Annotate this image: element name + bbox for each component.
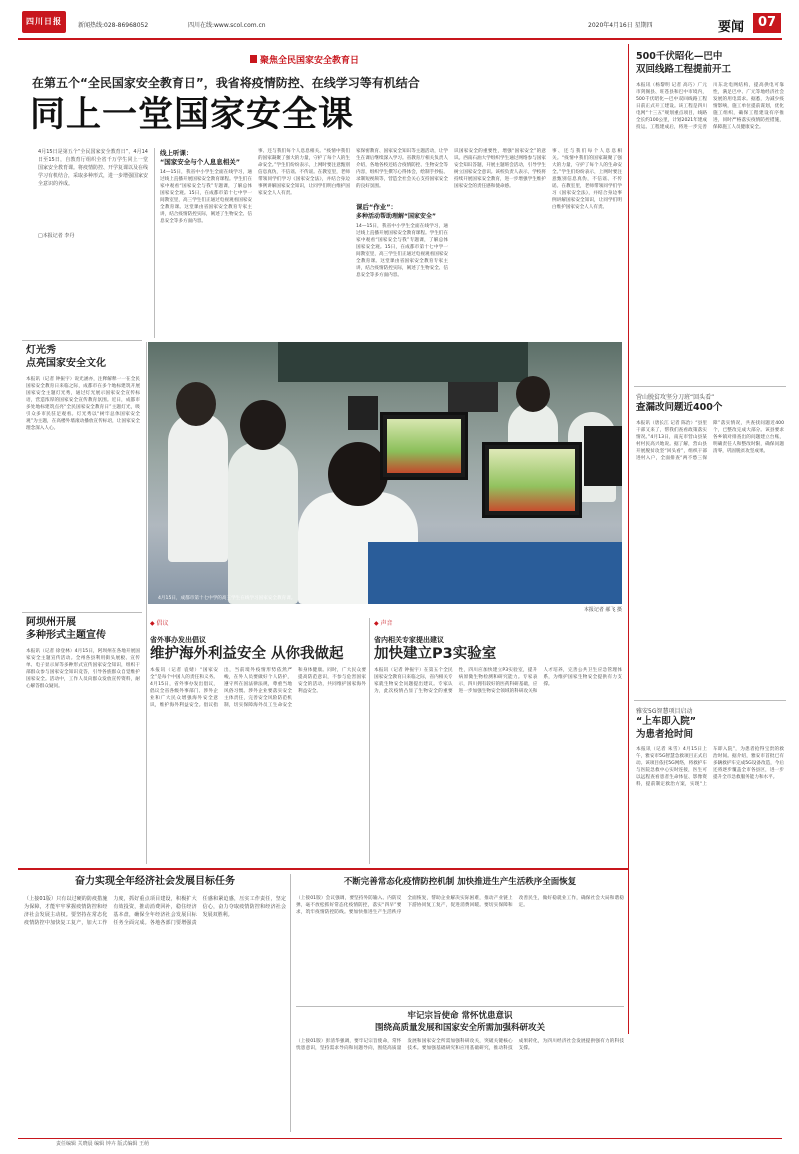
mid-story-b <box>374 618 622 864</box>
right2-title: 查漏改问题近400个 <box>636 402 723 413</box>
right2-body: 本报讯（唐长江 记者 陈治）“县里干部又来了，帮我们查看政策落实情况。”4月13日，南充市营山县某村村民高兴地说。据了解，营山县开展脱贫攻坚“回头看”，组织干部进村入户，全面排查“两不愁三保障”落实情况，共查找问题近400个，已整改完成大部分。该县要求各乡镇对排查出的问题建立台账，明确责任人和整改时限，确保问题清零，巩固脱贫攻坚成果。 <box>636 421 784 461</box>
masthead <box>18 8 782 38</box>
mid-a-label: ◆ 倡议 <box>150 620 169 627</box>
student-figure <box>240 400 286 450</box>
left2-title-l2: 多种形式主题宣传 <box>26 630 106 641</box>
student-figure <box>516 376 550 412</box>
right-story-3 <box>636 706 784 1036</box>
right-rule-1 <box>634 386 786 387</box>
computer-monitor <box>448 382 498 412</box>
lead-col-1 <box>160 148 252 338</box>
right-divider <box>628 44 629 1034</box>
bottom2-title: 不断完善常态化疫情防控机制 加快推进生产生活秩序全面恢复 <box>343 877 577 887</box>
page-footer: 责任编辑 关晓晨 编辑 钟卉 版式编辑 王萌 <box>56 1141 149 1147</box>
right-story-2 <box>636 392 784 696</box>
lead-summary: 4月15日是第五个“全民国家安全教育日”，4月14日至15日，自教育厅组织全省千万学生同上一堂国家安全教育课。将疫情防控、开学复课以及在线学习有机结合，采取多种形式，进一步增强国家安全意识的养成。 <box>38 149 148 187</box>
website-url: 四川在线:www.scol.com.cn <box>188 22 266 29</box>
photo-caption: 4月15日，成都市第十七中学的高三学生在线学习国家安全教育课。 <box>158 596 296 601</box>
computer-monitor <box>380 412 468 480</box>
bottom1-title: 奋力实现全年经济社会发展目标任务 <box>75 876 235 887</box>
blackboard <box>278 342 528 382</box>
student-figure <box>176 382 216 426</box>
lead-col3b-text: 14—15日，我省中小学生全面在线学习，通过线上直播开展国家安全教育课程。学生们在家中观看“国家安全与我”专题课，了解总体国家安全观。15日，在成都市第十七中学一间教室里，高三学生们正通过电视观看国家安全教育课。这堂课由省国家安全教育专家主讲，结合疫情防控实际，阐述了生物安全、信息安全等多方面内容。 <box>356 224 448 278</box>
right-story-1 <box>636 50 784 380</box>
comment-icon: ◆ <box>150 620 155 627</box>
footer-rule <box>18 1138 782 1139</box>
sec1-sub: “国家安全与个人息息相关” <box>160 158 241 166</box>
mid-b-body: 本报讯（记者 钟振宇）在第五个全民国家安全教育日来临之际，省内相关专家就生物安全问题提出建议。专家认为，此次疫情凸显了生物安全的重要性，四川应加快建立P3实验室，提升病原微生物检测和研究能力。专家表示，四川拥有较好的医药科研基础，应进一步加强生物安全领域的科研攻关和人才培养，完善公共卫生应急管理体系，为维护国家生物安全提供有力支撑。 <box>374 668 622 694</box>
student-figure <box>328 442 388 506</box>
lead-col-4: 识国家安全的重要性，增强“国家安全”的意识。西南石油大学组织学生通过网络参与国家安全知识答题，开展主题班会活动，引导学生树立国家安全意识。该校负责人表示，学校将持续开展国家安全教育，进一步增强学生维护国家安全的责任感和使命感。 <box>454 149 546 189</box>
bottom3-title-l2: 围绕高质量发展和国家安全所需加强科研攻关 <box>374 1023 545 1033</box>
right1-title-l1: 500千伏昭化—巴中 <box>636 51 723 62</box>
photo-credit: 本报记者 郝飞 摄 <box>583 607 622 613</box>
mid-story-a <box>150 618 366 864</box>
issue-date: 2020年4月16日 星期四 <box>588 22 653 29</box>
news-hotline: 新闻热线:028-86968052 <box>78 22 149 29</box>
mid-b-pre: 省内相关专家提出建议 <box>374 636 444 644</box>
left-col-divider <box>146 342 147 864</box>
bottom3-title-l1: 牢记宗旨使命 常怀忧患意识 <box>407 1011 513 1021</box>
right1-body: 本报讯（杨黎明 记者 高巧）广元市剑阁县、旺苍县和巴中市境内，500千伏昭化—巴中双回线路工程日前正式开工建设。该工程是四川电网“十三五”规划重点项目，线路全长约100公里，计划2021年建成投运。工程建成后，将进一步完善川东北电网结构，提高供电可靠性，满足巴中、广元等地经济社会发展的用电需求。据悉，为减少疫情影响，施工单位提前谋划，优化施工组织，确保工程建设有序推进，同时严格落实疫情防控措施，保障施工人员健康安全。 <box>636 83 784 130</box>
mid-a-body: 本报讯（记者 袁婧）“国家安全”是每个中国人的责任和义务。4月15日，省外事办发出倡议，倡议全省各级外事部门、涉外企业和广大民众增强海外安全意识，维护海外利益安全。倡议指出，当前境外疫情形势依然严峻，在外人员要做好个人防护，遵守所在国法律法规，尊重当地风俗习惯。涉外企业要落实安全主体责任，完善安全风险防范机制，切实保障海外员工生命安全和身体健康。同时，广大民众要提高防范意识，不参与危害国家安全的活动，共同维护国家海外利益安全。 <box>150 668 366 708</box>
lead-header <box>22 44 622 140</box>
right-rule-2 <box>634 700 786 701</box>
bottom2-body: （上接01版）会议强调，要坚持外防输入、内防反弹，毫不放松抓好常态化疫情防控，落实“四早”要求，筑牢疫情防控防线。要加快推进生产生活秩序全面恢复，帮助企业解决实际困难，推动产业链上下游协同复工复产，促进消费回暖。要切实保障和改善民生，做好稳就业工作，确保社会大局和谐稳定。 <box>296 896 624 915</box>
newspaper-logo: 四川日报 <box>22 11 66 33</box>
masthead-rule <box>18 38 782 40</box>
lead-col3-text: 家保密教育、国家安全知识等主题活动，让学生在课后继续深入学习。省教育厅相关负责人介绍，各地各校还结合疫情防控、生物安全等内容，组织学生撰写心得体会，绘制手抄报、录制短视频等，营造全社会关心支持国家安全的良好氛围。 <box>356 149 448 189</box>
bottom-divider <box>290 874 291 1132</box>
page-number: 07 <box>753 13 781 33</box>
bottom-inner-rule <box>296 1006 624 1007</box>
mid-b-label: ◆ 声音 <box>374 620 393 627</box>
left2-body: 本报讯（记者 徐登林）4月15日，阿坝州在各地开展国家安全主题宣传活动。全州各县利用街头展板、宣传单、电子显示屏等多种形式宣传国家安全知识，组织干部群众参与国家安全知识竞答，引导各族群众自觉维护国家安全。活动中，工作人员向群众发放宣传资料，耐心解答群众疑问。 <box>26 649 140 689</box>
student-figure <box>228 442 298 604</box>
lead-photo <box>148 342 622 604</box>
right2-kicker: 营山脱贫攻坚分刀班“回头看” <box>636 394 715 401</box>
left-top-rule <box>22 340 142 341</box>
sec2-sub: 多种活动帮助理解“国家安全” <box>356 213 436 220</box>
right3-title-l1: “上车即入院” <box>636 716 696 727</box>
left-story-1 <box>26 344 140 606</box>
bottom-band-rule <box>18 868 628 870</box>
lead-col-2: 事、还与我们每个人息息相关。“疫情中我们的国家凝聚了强大的力量，守护了每个人的生命安全。”学生们纷纷表示，上网时要注意甄别信息真伪，不信谣、不传谣。在教室里，老师带领同学们学习《国家安全法》，并结合身边事例讲解国家安全知识，让同学们明白维护国家安全人人有责。 <box>258 149 350 196</box>
lead-subtitle: 在第五个“全民国家安全教育日”，我省将疫情防控、在线学习等有机结合 <box>32 76 420 90</box>
left1-body: 本报讯（记者 钟振宇）说光涵亦，注释解释一一在全民国家安全教育日来临之际，成都市在多个地标建筑开展国家安全主题灯光秀，通过灯光展示国家安全宣传标语，营造浓厚的国家安全宣传教育氛围。近日，成都市多处地标建筑点亮“全民国家安全教育日”主题灯光，吸引众多市民驻足观看。灯光秀以“树牢总体国家安全观”为主题，在高楼外墙滚动播放宣传标语，让国家安全理念深入人心。 <box>26 377 140 431</box>
bottom-story-2 <box>296 874 624 1004</box>
bottom1-body: （上接01版）只有以过硬的防疫措施为保障，才能牢牢掌握疫情防控和经济社会发展主动权。要坚持在常态化疫情防控中加快复工复产，加大工作力度，抓好重点项目建设，积极扩大有效投资，推动消费回补，稳住经济基本盘，确保全年经济社会发展目标任务全面完成。各地各部门要增强责任感和紧迫感，压实工作责任，坚定信心，奋力夺取疫情防控和经济社会发展双胜利。 <box>24 896 286 926</box>
bottom-story-3 <box>296 1010 624 1136</box>
left1-title-l2: 点亮国家安全文化 <box>26 358 106 369</box>
lead-byline: □本报记者 李丹 <box>38 233 75 239</box>
kicker-mark <box>250 55 257 63</box>
computer-monitor <box>584 426 622 486</box>
student-figure <box>168 412 228 562</box>
right3-body: 本报讯（记者 朱雪）4月15日上午，雅安市5G智慧急救项目正式启动。该项目依托5G网络，将救护车与医院急救中心实时连接，医生可以远程查看患者生命体征、影像资料，提前制定救治方案，实现“上车即入院”，为患者抢得宝贵的救治时间。据介绍，雅安市首批已有多辆救护车完成5G设备改造，今后还将逐步覆盖全市各县区，进一步提升全市急救服务能力和水平。 <box>636 747 784 787</box>
left-mid-rule <box>22 612 142 613</box>
right3-title-l2: 为患者抢时间 <box>636 729 694 740</box>
lead-col-5: 事、还与我们每个人息息相关。“疫情中我们的国家凝聚了强大的力量，守护了每个人的生命安全。”学生们纷纷表示，上网时要注意甄别信息真伪，不信谣、不传谣。在教室里，老师带领同学们学习《国家安全法》，并结合身边事例讲解国家安全知识，让同学们明白维护国家安全人人有责。 <box>552 149 622 210</box>
lead-title: 同上一堂国家安全课 <box>30 95 355 135</box>
sec2-head: 课后“作业”： <box>356 203 398 211</box>
mid-a-pre: 省外事办发出倡议 <box>150 636 206 644</box>
computer-monitor <box>482 442 582 518</box>
lead-col-3 <box>356 148 448 338</box>
sec1-head: 线上听课： <box>160 149 193 157</box>
left2-title-l1: 阿坝州开展 <box>26 617 76 628</box>
lead-col1-text: 14—15日，我省中小学生全面在线学习，通过线上直播开展国家安全教育课程。学生们在家中观看“国家安全与我”专题课，了解总体国家安全观。15日，在成都市第十七中学一间教室里，高三学生们正通过电视观看国家安全教育课。这堂课由省国家安全教育专家主讲，结合疫情防控实际，阐述了生物安全、信息安全等多方面内容。 <box>160 170 252 224</box>
desk <box>368 542 622 604</box>
left-story-2 <box>26 616 140 866</box>
lead-divider <box>154 148 155 338</box>
right1-title-l2: 双回线路工程提前开工 <box>636 64 732 75</box>
section-name: 要闻 <box>718 20 745 35</box>
left1-title-l1: 灯光秀 <box>26 345 56 356</box>
bottom-story-1 <box>24 874 286 1134</box>
lead-column-kicker: 聚焦全民国家安全教育日 <box>250 48 359 67</box>
voice-icon: ◆ <box>374 620 379 627</box>
mid-b-title: 加快建立P3实验室 <box>374 646 497 662</box>
mid-divider <box>369 618 370 864</box>
mid-a-title: 维护海外利益安全 从你我做起 <box>150 646 344 662</box>
computer-monitor <box>348 396 378 430</box>
right3-kicker: 雅安5G智慧项目启动 <box>636 708 693 715</box>
bottom3-body: （上接01版）彭清华强调，要牢记宗旨使命，常怀忧患意识，坚持需求导向和问题导向，围绕高质量发展和国家安全所需加强科研攻关，突破关键核心技术。要加强基础研究和应用基础研究，推动科技成果转化，为四川经济社会发展提供强有力的科技支撑。 <box>296 1039 624 1051</box>
